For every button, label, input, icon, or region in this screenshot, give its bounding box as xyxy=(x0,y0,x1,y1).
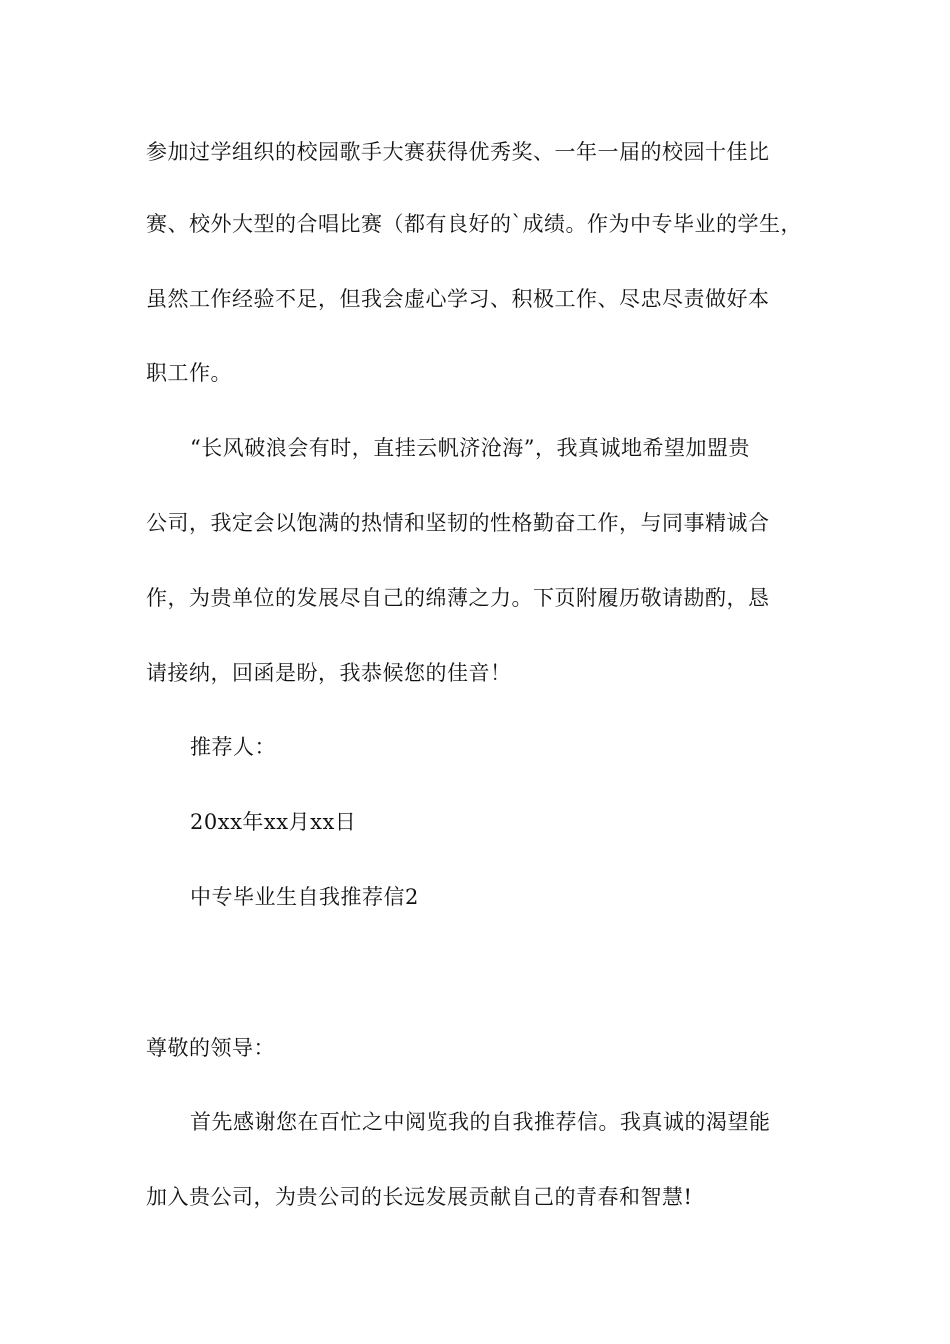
paragraph-line: 职工作。 xyxy=(146,361,232,385)
paragraph-line: 请接纳，回函是盼，我恭候您的佳音！ xyxy=(146,661,512,685)
paragraph-line: 赛、校外大型的合唱比赛（都有良好的`成绩。作为中专毕业的学生， xyxy=(146,212,802,236)
paragraph-line: 作，为贵单位的发展尽自己的绵薄之力。下页附履历敬请勘酌，恳 xyxy=(146,586,770,610)
signature-label: 推荐人： xyxy=(190,735,276,759)
paragraph-line: 公司，我定会以饱满的热情和坚韧的性格勤奋工作，与同事精诚合 xyxy=(146,511,770,535)
paragraph-line: “长风破浪会有时，直挂云帆济沧海”，我真诚地希望加盟贵 xyxy=(190,436,750,460)
paragraph-line: 加入贵公司，为贵公司的长远发展贡献自己的青春和智慧! xyxy=(146,1185,693,1209)
date-line: 20xx年xx月xx日 xyxy=(190,810,357,834)
salutation: 尊敬的领导： xyxy=(146,1036,275,1060)
paragraph-line: 首先感谢您在百忙之中阅览我的自我推荐信。我真诚的渴望能 xyxy=(190,1110,771,1134)
section-title: 中专毕业生自我推荐信2 xyxy=(190,885,419,909)
paragraph-line: 虽然工作经验不足，但我会虚心学习、积极工作、尽忠尽责做好本 xyxy=(146,287,770,311)
paragraph-line: 参加过学组织的校园歌手大赛获得优秀奖、一年一届的校园十佳比 xyxy=(146,140,770,164)
